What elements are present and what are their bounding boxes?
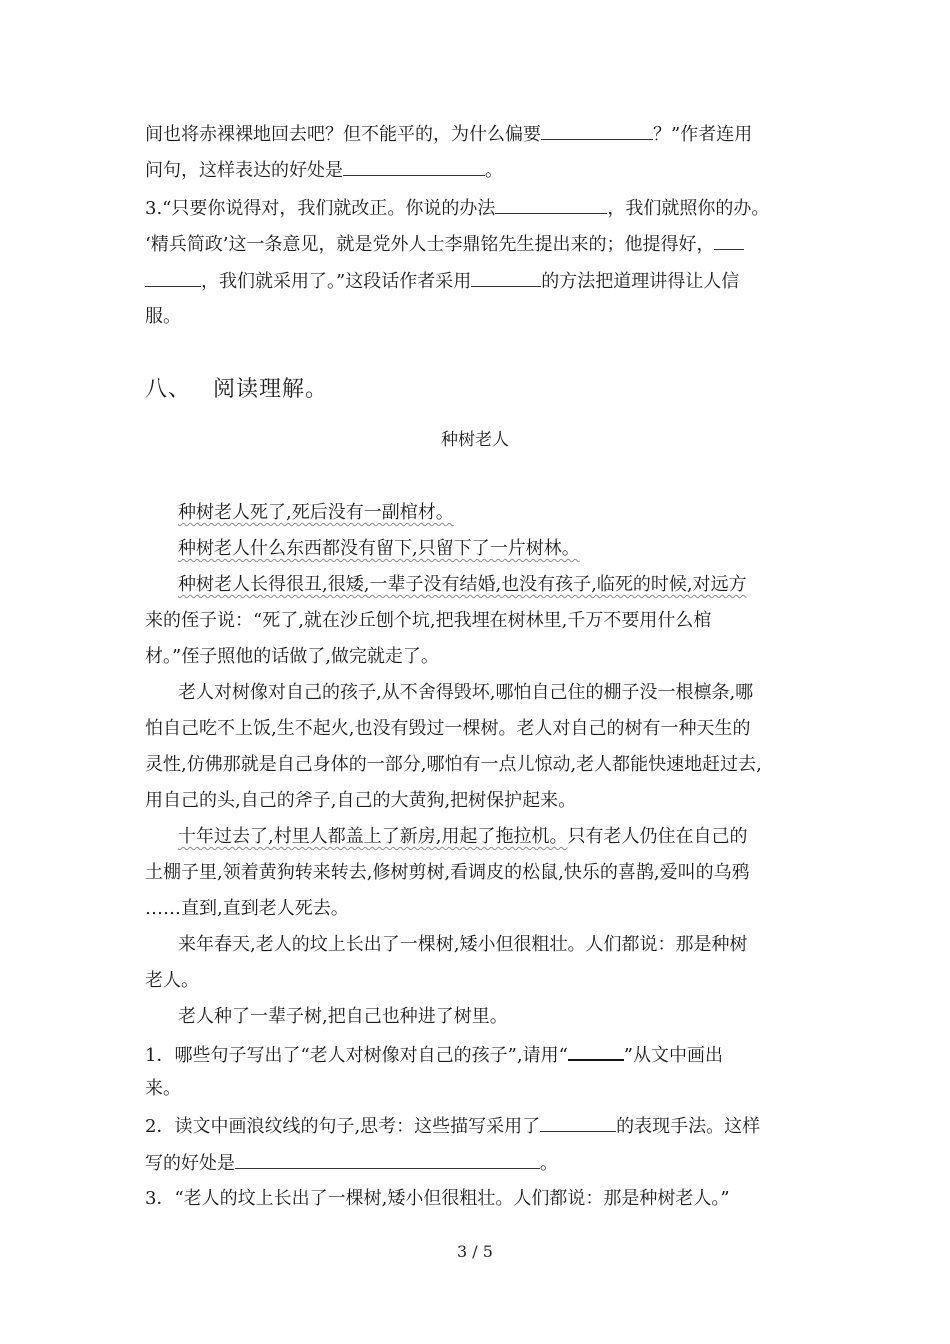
answer-blank[interactable]: [145, 268, 201, 287]
story-paragraph: 十年过去了,村里人都盖上了新房,用起了拖拉机。只有老人仍住在自己的: [178, 826, 748, 847]
story-title: 种树老人: [441, 430, 509, 450]
story-line: 老人。: [145, 970, 199, 991]
story-line: 土棚子里,领着黄狗转来转去,修树剪树,看调皮的松鼠,快乐的喜鹊,爱叫的乌鸦: [145, 862, 750, 883]
story-line: ……直到,直到老人死去。: [145, 898, 349, 919]
section-number: 八、: [145, 377, 192, 402]
wavy-underlined-sentence: 种树老人死了,死后没有一副棺材。: [178, 502, 454, 523]
wavy-underlined-sentence: 种树老人什么东西都没有留下,只留下了一片树林。: [178, 538, 580, 559]
answer-blank[interactable]: [235, 1150, 540, 1169]
question-1: 1．哪些句子写出了“老人对树像对自己的孩子”,请用“ ”从文中画出: [145, 1041, 810, 1068]
story-paragraph: 老人种了一辈子树,把自己也种进了树里。: [178, 1006, 508, 1027]
answer-blank[interactable]: [343, 157, 485, 176]
question-2: 2．读文中画浪纹线的句子,思考：这些描写采用了 的表现手法。这样: [145, 1113, 810, 1139]
story-line: 材。”侄子照他的话做了,做完就走了。: [145, 646, 439, 667]
section-title: 阅读理解。: [213, 377, 329, 402]
text-line: 问句，这样表达的好处是 。: [145, 157, 810, 183]
question-3: 3．“老人的坟上长出了一棵树,矮小但很粗壮。人们都说：那是种树老人。”: [145, 1188, 730, 1209]
story-paragraph: [178, 573, 843, 597]
answer-blank[interactable]: [495, 195, 607, 214]
question-1-cont: 来。: [145, 1078, 181, 1099]
page-number: 3 / 5: [457, 1242, 493, 1261]
answer-blank[interactable]: [714, 231, 744, 250]
story-paragraph: 老人对树像对自己的孩子,从不舍得毁坏,哪怕自己住的棚子没一根檩条,哪: [178, 682, 754, 703]
text-line: 服。: [145, 306, 181, 327]
answer-blank[interactable]: [471, 268, 541, 287]
text-line: ，我们就采用了。”这段话作者采用 的方法把道理讲得让人信: [145, 268, 810, 294]
section-heading: [145, 375, 328, 405]
underline-sample: [568, 1041, 624, 1061]
story-line: 怕自己吃不上饭,生不起火,也没有毁过一棵树。老人对自己的树有一种天生的: [145, 718, 751, 739]
question-3: 3.“只要你说得对，我们就改正。你说的办法 ，我们就照你的办。: [145, 195, 810, 221]
story-paragraph: [178, 537, 843, 561]
story-paragraph: [178, 501, 843, 525]
question-2-cont: 写的好处是 。: [145, 1150, 810, 1176]
wavy-underlined-sentence: 种树老人长得很丑,很矮,一辈子没有结婚,也没有孩子,临死的时候,对远方: [178, 574, 747, 595]
story-paragraph: 来年春天,老人的坟上长出了一棵树,矮小但很粗壮。人们都说：那是种树: [178, 934, 748, 955]
answer-blank[interactable]: [540, 1113, 616, 1132]
text-line: ‘精兵简政’这一条意见，就是党外人士李鼎铭先生提出来的；他提得好，: [145, 231, 810, 257]
text-line: 间也将赤裸裸地回去吧？但不能平的，为什么偏要 ？”作者连用: [145, 121, 810, 147]
story-line: 灵性,仿佛那就是自己身体的一部分,哪怕有一点儿惊动,老人都能快速地赶过去,: [145, 754, 762, 775]
wavy-underlined-sentence: 十年过去了,村里人都盖上了新房,用起了拖拉机。: [178, 826, 568, 847]
story-line: 用自己的头,自己的斧子,自己的大黄狗,把树保护起来。: [145, 790, 577, 811]
story-line: 来的侄子说：“死了,就在沙丘刨个坑,把我埋在树林里,千万不要用什么棺: [145, 610, 712, 631]
answer-blank[interactable]: [541, 121, 653, 140]
